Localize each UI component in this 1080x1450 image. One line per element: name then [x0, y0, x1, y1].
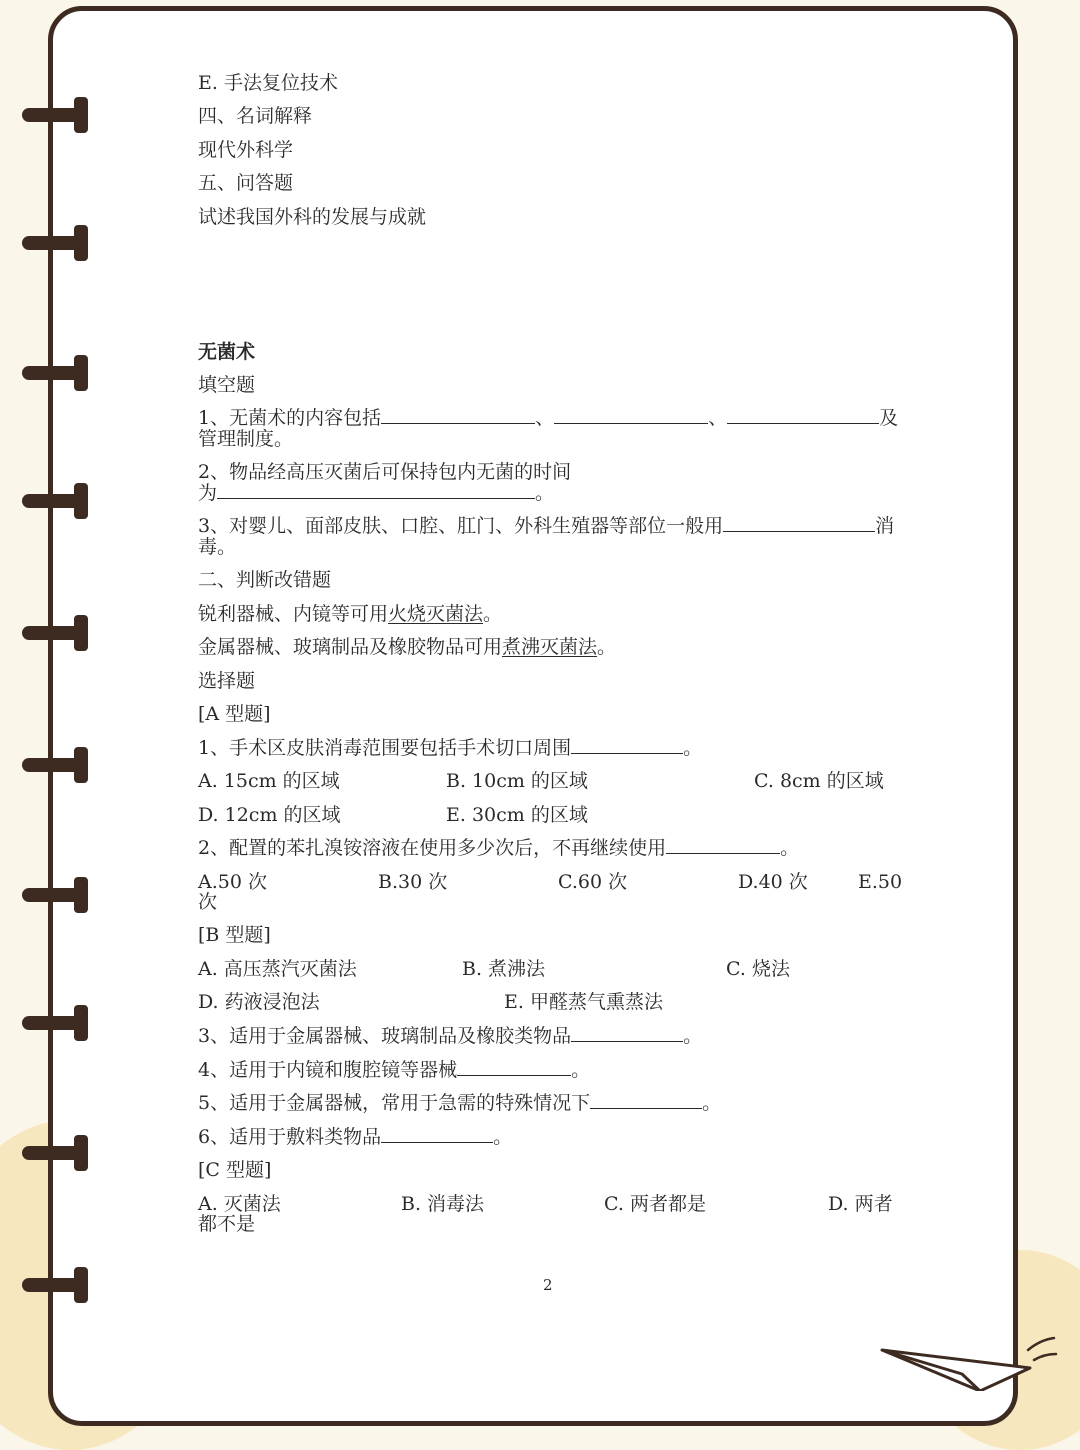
option-b: B.30 次	[378, 871, 448, 893]
answer-blank	[727, 407, 879, 424]
option-e: E.50	[858, 871, 903, 893]
option-d: D. 两者	[828, 1193, 893, 1215]
option-d-wrap: 都不是	[198, 1213, 256, 1235]
question-type-label: [C 型题]	[198, 1159, 272, 1181]
answer-blank	[666, 837, 780, 854]
answer-blank	[217, 482, 535, 499]
answer-blank	[381, 1126, 493, 1143]
option-e: E. 甲醛蒸气熏蒸法	[504, 991, 663, 1013]
question-text: 2、物品经高压灭菌后可保持包内无菌的时间	[198, 461, 572, 483]
question-text: 。	[683, 737, 703, 759]
question-b3	[198, 1025, 702, 1047]
question-text: 。	[493, 1126, 513, 1148]
binder-ring	[22, 97, 88, 133]
page-number: 2	[543, 1276, 553, 1294]
underlined-term: 煮沸灭菌法	[502, 636, 598, 658]
question-text: 3、适用于金属器械、玻璃制品及橡胶类物品	[198, 1025, 572, 1047]
question-text: 。	[702, 1092, 722, 1114]
question-text: 。	[780, 837, 800, 859]
question-text: 为	[198, 482, 218, 504]
question-b6	[198, 1126, 512, 1148]
question-2-line	[198, 482, 554, 504]
question-text: 5、适用于金属器械，常用于急需的特殊情况下	[198, 1092, 591, 1114]
option-a: A.50 次	[198, 871, 267, 893]
option-c: C.60 次	[558, 871, 628, 893]
question-text: 。	[535, 482, 555, 504]
question-a1	[198, 737, 702, 759]
section-heading: 填空题	[198, 374, 256, 396]
option-d: D.40 次	[738, 871, 808, 893]
option-b: B. 煮沸法	[462, 958, 546, 980]
true-false-item	[198, 636, 616, 658]
question-text: 及	[879, 407, 899, 429]
question-text: 4、适用于内镜和腹腔镜等器械	[198, 1059, 458, 1081]
text-line: 管理制度。	[198, 428, 294, 450]
paper-plane-icon	[878, 1330, 1058, 1395]
option-a: A. 灭菌法	[198, 1193, 281, 1215]
separator: 、	[708, 407, 728, 429]
option-b: B. 消毒法	[401, 1193, 485, 1215]
answer-blank	[590, 1092, 702, 1109]
answer-blank	[571, 1025, 683, 1042]
question-3	[198, 515, 894, 537]
option-d: D. 12cm 的区域	[198, 804, 341, 826]
answer-blank	[723, 515, 875, 532]
binder-ring	[22, 877, 88, 913]
option-c: C. 烧法	[726, 958, 790, 980]
text-line: 毒。	[198, 536, 237, 558]
option-a: A. 高压蒸汽灭菌法	[198, 958, 357, 980]
question-1	[198, 407, 898, 429]
section-heading: 五、问答题	[198, 172, 294, 194]
option-c: C. 8cm 的区域	[754, 770, 884, 792]
section-heading: 选择题	[198, 670, 256, 692]
answer-blank	[571, 737, 683, 754]
question-text: 1、手术区皮肤消毒范围要包括手术切口周围	[198, 737, 572, 759]
option-e: E. 30cm 的区域	[446, 804, 588, 826]
question-text: 1、无菌术的内容包括	[198, 407, 382, 429]
section-title: 无菌术	[198, 341, 256, 363]
statement-text: 。	[597, 636, 617, 658]
question-type-label: [B 型题]	[198, 924, 271, 946]
answer-blank	[457, 1059, 571, 1076]
binder-ring	[22, 747, 88, 783]
binder-ring	[22, 483, 88, 519]
text-line: 现代外科学	[198, 139, 294, 161]
question-text: 3、对婴儿、面部皮肤、口腔、肛门、外科生殖器等部位一般用	[198, 515, 724, 537]
section-heading: 二、判断改错题	[198, 569, 332, 591]
answer-blank	[554, 407, 708, 424]
option-d: D. 药液浸泡法	[198, 991, 320, 1013]
binder-ring	[22, 1267, 88, 1303]
text-line: E. 手法复位技术	[198, 72, 338, 94]
option-b: B. 10cm 的区域	[446, 770, 588, 792]
question-b5	[198, 1092, 721, 1114]
binder-ring	[22, 225, 88, 261]
separator: 、	[535, 407, 555, 429]
section-heading: 四、名词解释	[198, 105, 313, 127]
statement-text: 锐利器械、内镜等可用	[198, 603, 389, 625]
statement-text: 。	[483, 603, 503, 625]
underlined-term: 火烧灭菌法	[388, 603, 484, 625]
binder-ring	[22, 1135, 88, 1171]
question-text: 。	[683, 1025, 703, 1047]
question-text: 6、适用于敷料类物品	[198, 1126, 382, 1148]
binder-ring	[22, 615, 88, 651]
question-a2	[198, 837, 799, 859]
question-text: 消	[875, 515, 895, 537]
answer-blank	[381, 407, 535, 424]
question-text: 。	[571, 1059, 591, 1081]
question-b4	[198, 1059, 590, 1081]
true-false-item	[198, 603, 502, 625]
option-e-wrap: 次	[198, 891, 218, 913]
binder-ring	[22, 355, 88, 391]
question-text: 2、配置的苯扎溴铵溶液在使用多少次后，不再继续使用	[198, 837, 667, 859]
question-type-label: [A 型题]	[198, 703, 271, 725]
binder-ring	[22, 1005, 88, 1041]
option-c: C. 两者都是	[604, 1193, 706, 1215]
option-a: A. 15cm 的区域	[198, 770, 340, 792]
text-line: 试述我国外科的发展与成就	[198, 206, 427, 228]
statement-text: 金属器械、玻璃制品及橡胶物品可用	[198, 636, 503, 658]
